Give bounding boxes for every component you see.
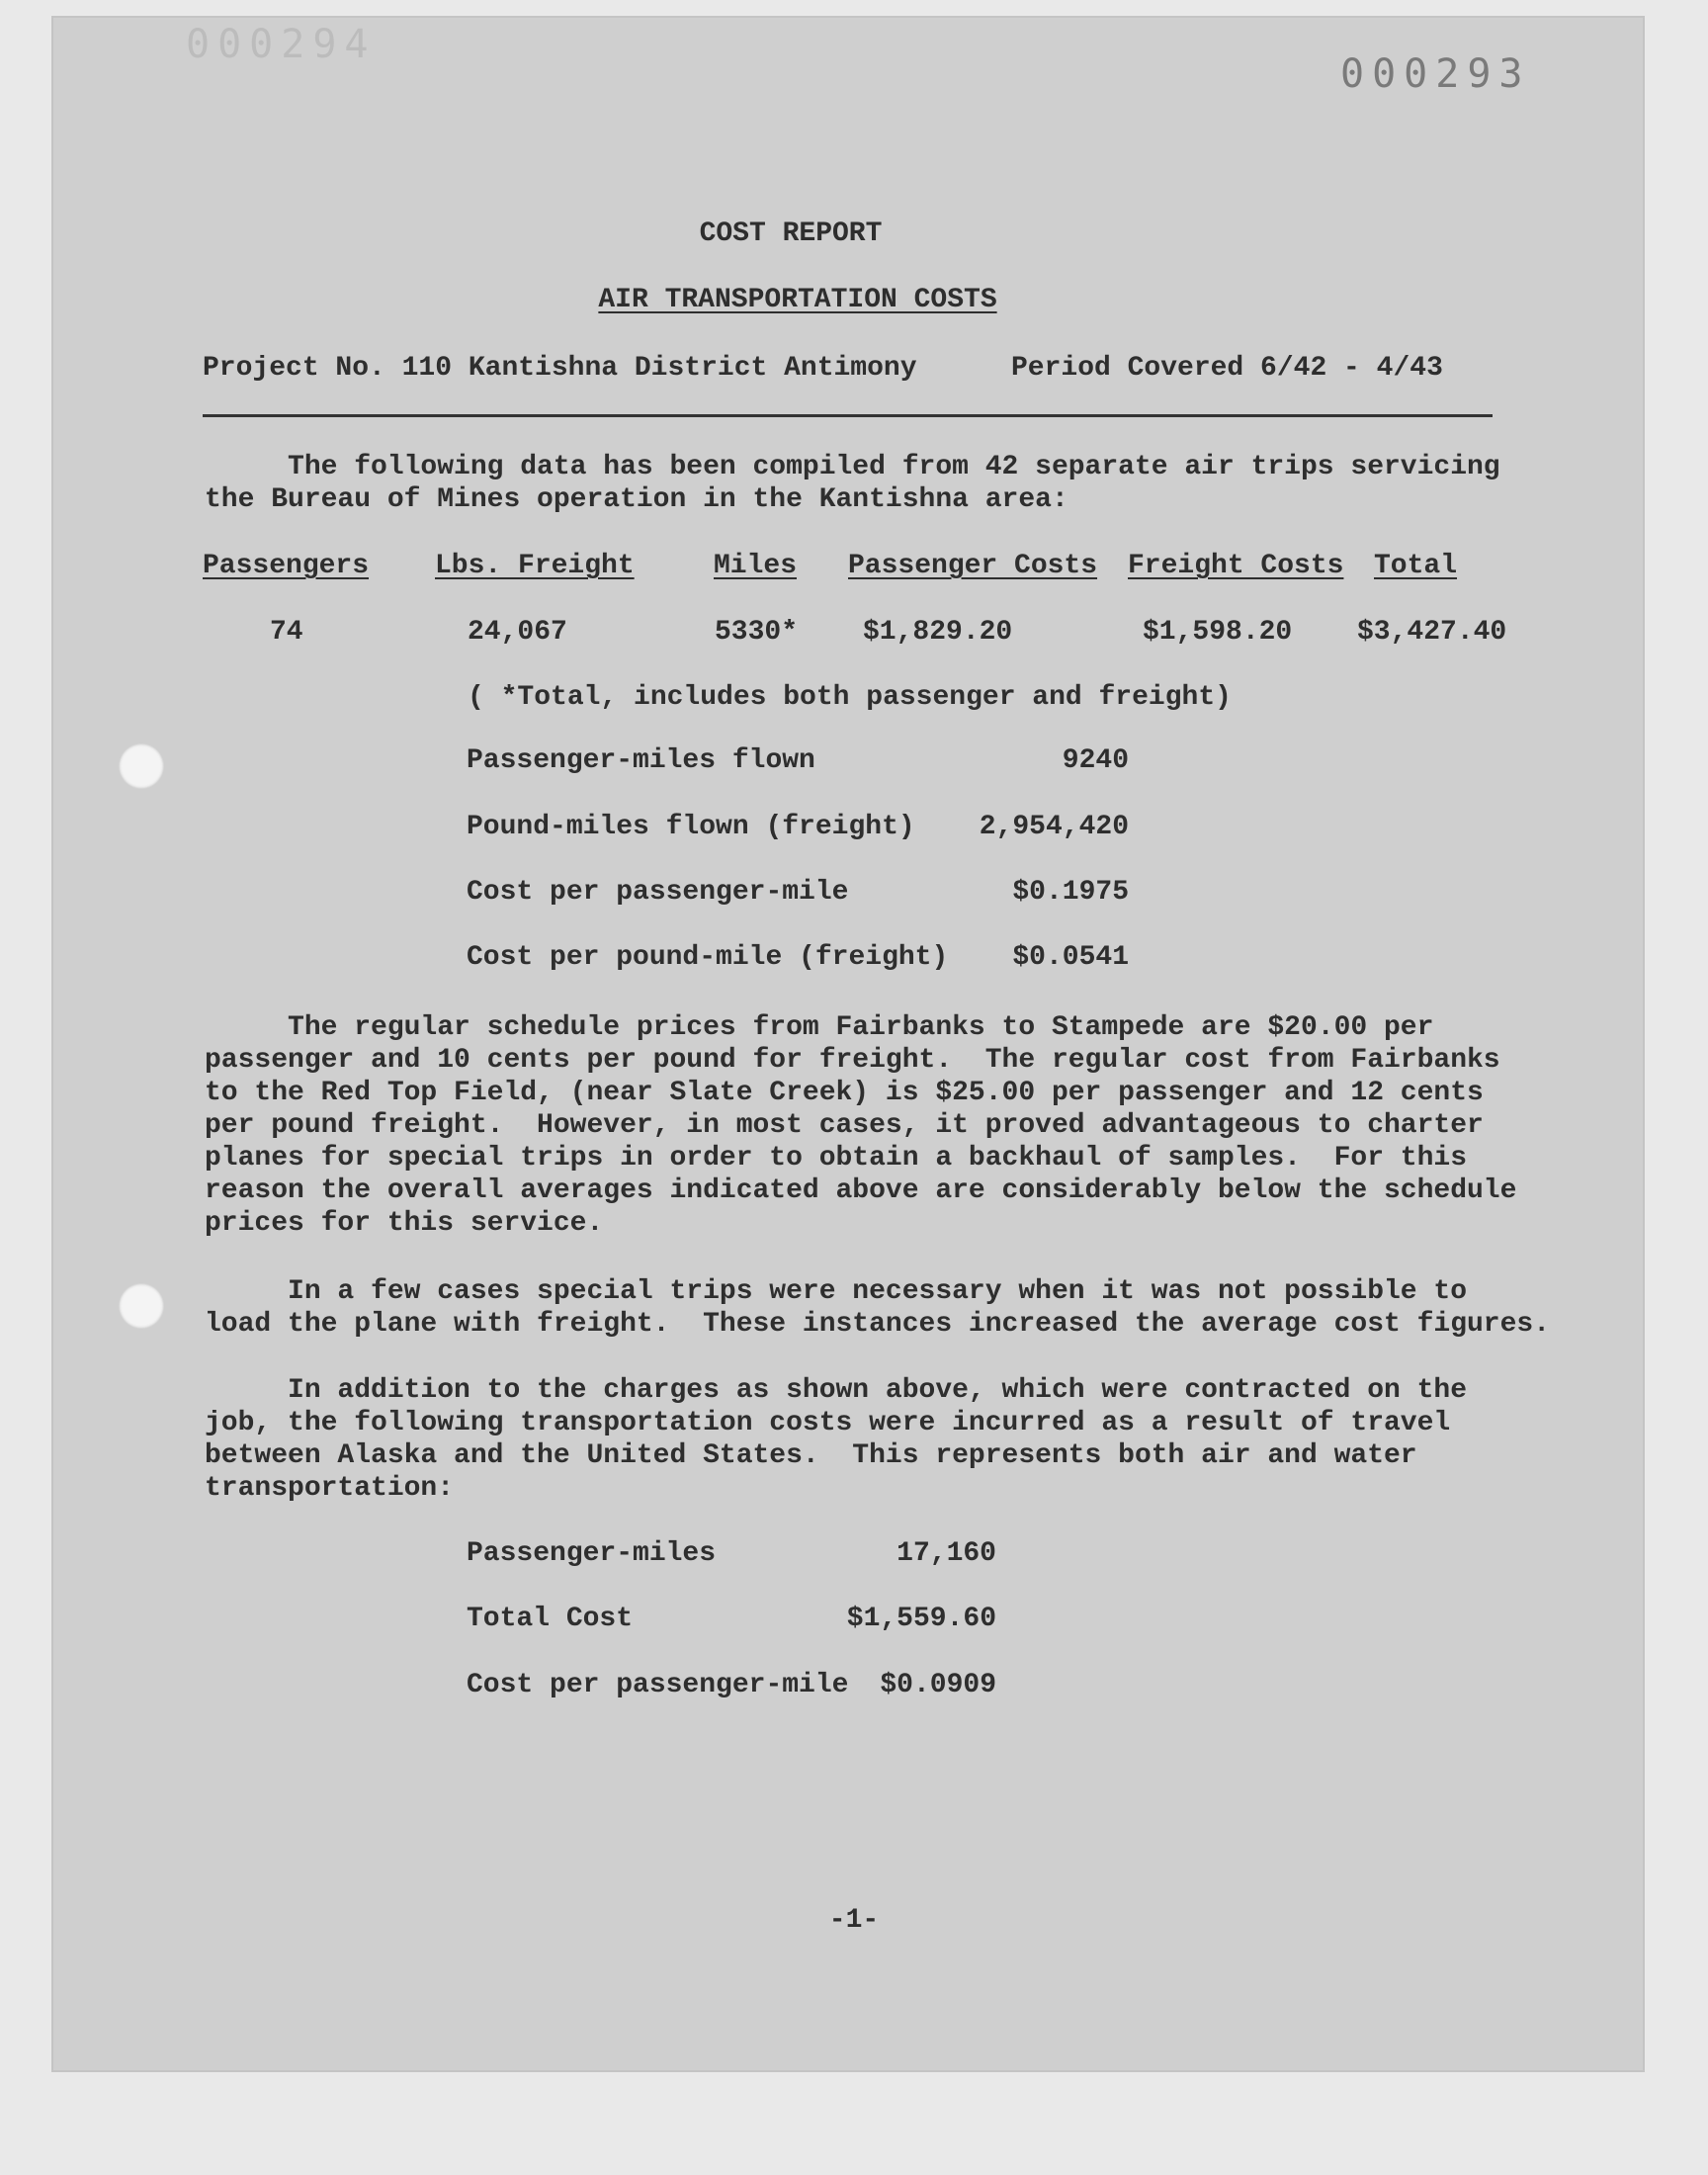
travel-label: Cost per passenger-mile xyxy=(467,1670,849,1700)
travel-label: Total Cost xyxy=(467,1604,634,1634)
paragraph-line: planes for special trips in order to obtain a backhaul of samples. For this xyxy=(205,1143,1468,1174)
report-subtitle: AIR TRANSPORTATION COSTS xyxy=(598,285,997,315)
paragraph-line: per pound freight. However, in most cases, it proved advantageous to charter xyxy=(205,1110,1484,1141)
travel-label: Passenger-miles xyxy=(467,1538,717,1569)
travel-paragraph xyxy=(205,1374,1569,1505)
paragraph-line: transportation: xyxy=(205,1473,455,1504)
paragraph-line: job, the following transportation costs were incurred as a result of travel xyxy=(205,1408,1451,1438)
punch-hole xyxy=(119,1283,164,1329)
intro-line: The following data has been compiled from 42 separate air trips servicing xyxy=(205,452,1500,482)
travel-value: $0.0909 xyxy=(880,1670,996,1700)
table-header: Passenger Costs xyxy=(848,551,1098,581)
paragraph-line: reason the overall averages indicated above are considerably below the schedule xyxy=(205,1175,1517,1206)
metric-value: $0.1975 xyxy=(1012,877,1129,908)
header-rule xyxy=(203,414,1493,417)
paragraph-line: load the plane with freight. These instances increased the average cost figures. xyxy=(205,1309,1551,1340)
metric-value: 2,954,420 xyxy=(979,812,1129,842)
period-covered: Period Covered 6/42 - 4/43 xyxy=(1011,353,1443,384)
metric-label: Cost per passenger-mile xyxy=(467,877,849,908)
table-cell: 74 xyxy=(270,617,303,648)
table-cell: $1,829.20 xyxy=(863,617,1013,648)
table-cell: 24,067 xyxy=(468,617,567,648)
report-title: COST REPORT xyxy=(699,218,883,249)
table-header: Total xyxy=(1374,551,1458,581)
intro-line: the Bureau of Mines operation in the Kantishna area: xyxy=(205,484,1068,515)
table-header: Freight Costs xyxy=(1128,551,1344,581)
table-header: Miles xyxy=(714,551,798,581)
ghost-stamp-number: 000294 xyxy=(186,22,377,67)
paragraph-line: between Alaska and the United States. This represents both air and water xyxy=(205,1440,1417,1471)
schedule-paragraph xyxy=(205,1011,1569,1240)
project-line: Project No. 110 Kantishna District Antimony xyxy=(203,353,917,384)
table-cell: $1,598.20 xyxy=(1143,617,1293,648)
table-footnote: ( *Total, includes both passenger and freight) xyxy=(468,682,1232,713)
document-stamp-number: 000293 xyxy=(1340,51,1531,97)
paragraph-line: to the Red Top Field, (near Slate Creek) is $25.00 per passenger and 12 cents xyxy=(205,1078,1484,1108)
metric-label: Cost per pound-mile (freight) xyxy=(467,942,949,973)
paragraph-line: prices for this service. xyxy=(205,1208,604,1239)
table-header: Passengers xyxy=(203,551,370,581)
metric-label: Passenger-miles flown xyxy=(467,745,815,776)
paragraph-line: In addition to the charges as shown above, which were contracted on the xyxy=(205,1375,1468,1406)
travel-value: 17,160 xyxy=(897,1538,996,1569)
intro-paragraph xyxy=(205,451,1569,516)
paragraph-line: The regular schedule prices from Fairbanks to Stampede are $20.00 per xyxy=(205,1012,1434,1043)
special-trips-paragraph xyxy=(205,1275,1569,1341)
table-cell: 5330* xyxy=(715,617,799,648)
metric-value: 9240 xyxy=(1062,745,1129,776)
paragraph-line: In a few cases special trips were necessary when it was not possible to xyxy=(205,1276,1468,1307)
page-number: -1- xyxy=(828,1905,880,1936)
table-header: Lbs. Freight xyxy=(435,551,635,581)
travel-value: $1,559.60 xyxy=(846,1604,996,1634)
paragraph-line: passenger and 10 cents per pound for freight. The regular cost from Fairbanks xyxy=(205,1045,1500,1076)
metric-value: $0.0541 xyxy=(1012,942,1129,973)
table-cell: $3,427.40 xyxy=(1357,617,1507,648)
metric-label: Pound-miles flown (freight) xyxy=(467,812,915,842)
punch-hole xyxy=(119,743,164,789)
